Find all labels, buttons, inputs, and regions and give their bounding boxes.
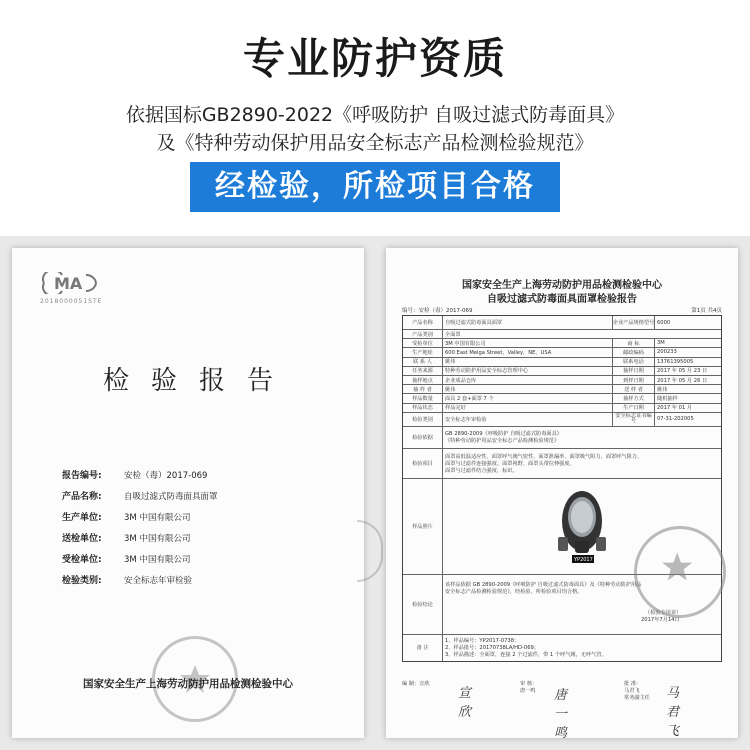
- table-cell: 样品完好: [443, 404, 613, 412]
- signer-name: 唐一鸣: [520, 688, 536, 694]
- field-row: [62, 571, 352, 592]
- basis-line: GB 2890-2009《呼吸防护 自吸过滤式防毒面具》: [445, 431, 562, 438]
- field-row: [62, 466, 352, 487]
- table-cell: 全面罩: [445, 331, 461, 338]
- svg-text:YP2017: YP2017: [574, 557, 593, 564]
- field-value: 自吸过滤式防毒面具面罩: [124, 492, 218, 502]
- field-value: 3M 中国有限公司: [124, 534, 191, 544]
- table-cell: 2017 年 05 月 26 日: [657, 377, 708, 384]
- field-row: [62, 508, 352, 529]
- field-row: [62, 487, 352, 508]
- report-fields: [62, 466, 352, 592]
- table-cell: 受检单位: [403, 339, 443, 347]
- table-row: [403, 339, 721, 348]
- table-cell: 备 注: [403, 635, 443, 661]
- report-number: 编号：安检（毒）2017-069: [402, 308, 473, 314]
- table-cell: 企业产品规格型号: [613, 316, 655, 329]
- field-label: 产品名称:: [62, 492, 102, 502]
- table-cell: 随机抽样: [657, 395, 678, 402]
- standard-line-2: 及《特种劳动保护用品安全标志产品检测检验规范》: [156, 132, 594, 154]
- field-value: 安全标志年审检验: [124, 576, 193, 586]
- table-cell: 检验结论: [403, 575, 443, 634]
- page-count: 第1页 共4页: [691, 308, 722, 314]
- lab-name: 国家安全生产上海劳动防护用品检测检验中心: [83, 678, 293, 690]
- items-line: 面罩高低温适应性、面罩呼气阀气密性、面罩泄漏率、面罩吸气阻力、面罩呼气阻力、: [445, 453, 643, 460]
- table-cell: 联 系 人: [403, 358, 443, 366]
- signer-role: 审 核：: [520, 681, 538, 687]
- field-label: 受检单位:: [62, 555, 102, 565]
- field-value: 3M 中国有限公司: [124, 513, 191, 523]
- table-row: [403, 394, 721, 403]
- signature-block: [402, 680, 722, 741]
- seal-star-icon: [637, 529, 723, 615]
- detail-title: 自吸过滤式防毒面具面罩检验报告: [487, 294, 637, 305]
- gas-mask-icon: [554, 487, 610, 565]
- signature-scrawl: 唐一鸣: [554, 688, 568, 741]
- signer-name: 马君飞: [624, 688, 640, 694]
- items-line: 面罩与过滤件连接强度、面罩视野、面罩头带拉伸强度、: [445, 460, 575, 467]
- cma-number: 2018000051STE: [40, 298, 103, 305]
- table-row: [403, 316, 721, 330]
- pass-banner: 经检验，所检项目合格: [190, 162, 560, 212]
- table-cell: 200233: [657, 349, 677, 356]
- field-label: 送检单位:: [62, 534, 102, 544]
- items-line: 面罩与过滤件结合强度、标识。: [445, 467, 518, 474]
- field-label: 生产单位:: [62, 513, 102, 523]
- table-cell: 任务来源: [403, 367, 443, 375]
- signature-scrawl: 宣欣: [458, 686, 472, 720]
- field-value: 3M 中国有限公司: [124, 555, 191, 565]
- table-row: [403, 427, 721, 449]
- report-cover-page: [12, 248, 364, 738]
- table-cell: 样品照片: [403, 479, 443, 574]
- signer-role: 批 准：: [624, 681, 642, 687]
- table-cell: [443, 427, 721, 448]
- table-cell: 2017 年 01 月: [657, 405, 693, 412]
- table-cell: 抽样方式: [613, 394, 655, 402]
- table-cell: 特种劳动防护用品安全标志管理中心: [443, 367, 613, 375]
- table-cell: 姚伟: [443, 385, 613, 393]
- table-cell: 抽样地点: [403, 376, 443, 384]
- table-row: [403, 376, 721, 385]
- table-cell: 联系电话: [613, 358, 655, 366]
- table-cell: [443, 635, 721, 661]
- field-label: 检验类别:: [62, 576, 102, 586]
- detail-meta: [402, 306, 722, 314]
- table-row: [403, 385, 721, 394]
- headline: 专业防护资质: [242, 34, 507, 83]
- table-row: [403, 330, 721, 339]
- table-cell: 安全标志证书编号: [613, 413, 655, 426]
- table-row: [403, 358, 721, 367]
- conclusion-date: 2017年7月14日: [641, 616, 680, 623]
- detail-lab-name: 国家安全生产上海劳动防护用品检测检验中心: [462, 280, 662, 291]
- signer-title: 常务副主任: [624, 695, 650, 701]
- table-cell: [443, 449, 721, 478]
- table-cell: 生产地址: [403, 348, 443, 356]
- field-label: 报告编号:: [62, 471, 102, 481]
- table-cell: 邮政编码: [613, 348, 655, 356]
- conclusion-line: 该样品依据 GB 2890-2009《呼吸防护 自吸过滤式防毒面具》及《特种劳动防护用品: [445, 581, 642, 588]
- table-cell: 3M 中国有限公司: [443, 339, 613, 347]
- table-cell: 到样日期: [613, 376, 655, 384]
- table-cell: 检验类别: [403, 413, 443, 426]
- table-cell: 面具 2 套+面罩 7 个: [443, 394, 613, 402]
- note-line: 3、样品描述：全面罩，连接 2 个过滤件，带 1 个呼气阀，无呼气管。: [445, 652, 607, 659]
- table-row: [403, 449, 721, 479]
- table-cell: 检验依据: [403, 427, 443, 448]
- report-detail-page: [386, 248, 738, 741]
- table-cell: 生产日期: [613, 404, 655, 412]
- table-cell: 姚伟: [443, 358, 613, 366]
- note-line: 2、样品批号：20170738LA/HD-069；: [445, 645, 539, 652]
- table-cell: 姚伟: [657, 386, 668, 393]
- signer-compiler: [402, 680, 472, 720]
- field-row: [62, 550, 352, 571]
- table-cell: 产品类别: [403, 330, 443, 338]
- table-cell: 产品名称: [403, 316, 443, 329]
- table-cell: 样品状态: [403, 404, 443, 412]
- table-cell: 2017 年 05 月 23 日: [657, 368, 708, 375]
- table-cell: 抽 样 者: [403, 385, 443, 393]
- table-row: [403, 367, 721, 376]
- conclusion-line: 安全标志产品检测检验规范》，经检验，所检验项目均合格。: [445, 588, 583, 595]
- table-cell: 抽样日期: [613, 367, 655, 375]
- inspection-seal-icon: [634, 526, 726, 618]
- table-cell: 商 标: [613, 339, 655, 347]
- svg-text:MA: MA: [54, 274, 83, 293]
- table-cell: 检验项目: [403, 449, 443, 478]
- field-value: 安检（毒）2017-069: [124, 471, 208, 481]
- table-cell: 13761395005: [657, 358, 694, 365]
- table-cell: 07-31-202005: [657, 416, 694, 423]
- table-cell: 600 East Meiga Street，Valley，NE，USA: [443, 348, 613, 356]
- cma-logo-icon: [42, 272, 98, 294]
- signer-role: 编 制：: [402, 681, 420, 687]
- signer-reviewer: [520, 680, 568, 741]
- table-row: [403, 413, 721, 427]
- table-row: [403, 635, 721, 661]
- signature-scrawl: 马君飞: [666, 686, 680, 739]
- table-cell: 样品数量: [403, 394, 443, 402]
- signer-approver: [624, 680, 680, 739]
- table-cell: 3M: [657, 340, 665, 347]
- table-cell: 送 样 者: [613, 385, 655, 393]
- field-row: [62, 529, 352, 550]
- basis-line: 《特种劳动防护用品安全标志产品检测检验规范》: [445, 438, 560, 445]
- table-cell: 安全标志年审检验: [443, 413, 613, 426]
- stamp-caption: （检验专用章）: [645, 609, 682, 616]
- report-title: 检验报告: [102, 366, 295, 396]
- table-cell: 6000: [657, 319, 671, 326]
- table-cell: 企业成品仓库: [443, 376, 613, 384]
- signer-name: 宣欣: [419, 681, 430, 687]
- note-line: 1、样品编号：YP2017-0738；: [445, 638, 520, 645]
- table-cell: 自吸过滤式防毒面具面罩: [443, 316, 613, 329]
- standard-line-1: 依据国标GB2890-2022《呼吸防护 自吸过滤式防毒面具》: [125, 104, 625, 126]
- table-row: [403, 348, 721, 357]
- table-row: [403, 404, 721, 413]
